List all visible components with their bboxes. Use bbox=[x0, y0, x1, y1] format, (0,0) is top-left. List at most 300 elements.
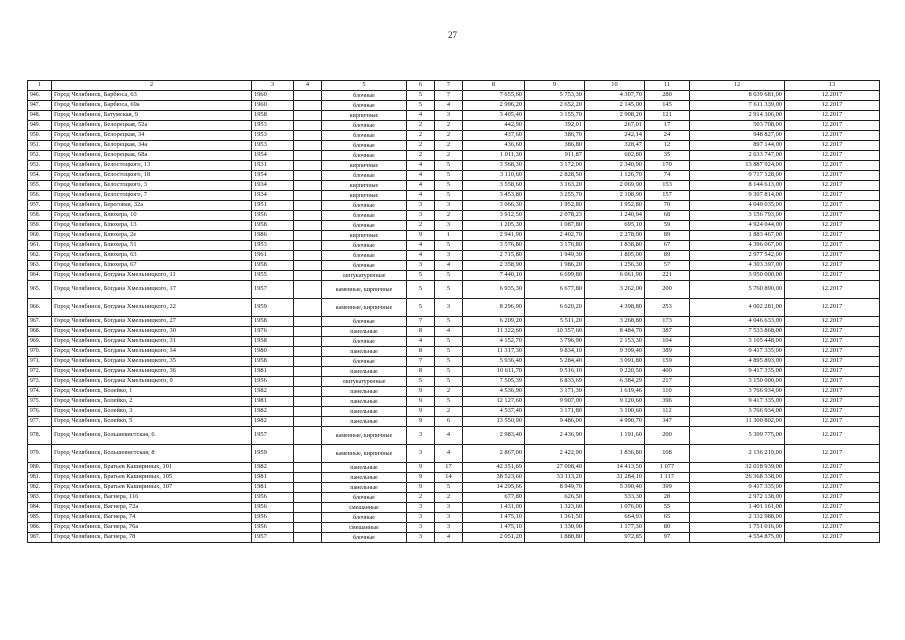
premises-area-cell: 6 833,69 bbox=[525, 377, 585, 387]
deadline-cell: 12.2017 bbox=[785, 91, 880, 101]
year-built-cell: 1934 bbox=[252, 181, 294, 191]
row-number-cell: 961. bbox=[28, 241, 52, 251]
year-built-cell: 1956 bbox=[252, 211, 294, 221]
residential-area-cell: 3 268,80 bbox=[585, 317, 645, 327]
column-number-cell: 13 bbox=[785, 81, 880, 91]
residents-cell: 396 bbox=[645, 397, 690, 407]
wall-material-cell: блочные bbox=[322, 91, 407, 101]
repair-cost-cell: 2 914 306,00 bbox=[690, 111, 785, 121]
column-number-cell: 6 bbox=[407, 81, 435, 91]
repair-cost-cell: 4 924 044,00 bbox=[690, 221, 785, 231]
year-built-cell: 1982 bbox=[252, 407, 294, 417]
row-number-cell: 962. bbox=[28, 251, 52, 261]
blank-cell bbox=[294, 347, 322, 357]
wall-material-cell: кирпичные bbox=[322, 161, 407, 171]
table-row bbox=[28, 271, 880, 281]
address-cell: Город Челябинск, Богдана Хмельницкого, 17 bbox=[52, 281, 252, 299]
deadline-cell: 12.2017 bbox=[785, 101, 880, 111]
entrances-cell: 5 bbox=[435, 281, 463, 299]
row-number-cell: 973. bbox=[28, 377, 52, 387]
residential-area-cell: 14 413,50 bbox=[585, 463, 645, 473]
address-cell: Город Челябинск, Барбюса, 63 bbox=[52, 91, 252, 101]
row-number-cell: 980. bbox=[28, 463, 52, 473]
address-cell: Город Челябинск, Блюхера, 51 bbox=[52, 241, 252, 251]
residential-area-cell: 2 278,00 bbox=[585, 231, 645, 241]
row-number-cell: 975. bbox=[28, 397, 52, 407]
repair-cost-cell: 8 144 613,00 bbox=[690, 181, 785, 191]
residents-cell: 153 bbox=[645, 181, 690, 191]
entrances-cell: 3 bbox=[435, 111, 463, 121]
year-built-cell: 1954 bbox=[252, 171, 294, 181]
column-number-cell: 12 bbox=[690, 81, 785, 91]
residential-area-cell: 1 076,00 bbox=[585, 503, 645, 513]
address-cell: Город Челябинск, Барбюса, 69а bbox=[52, 101, 252, 111]
wall-material-cell: смешанные bbox=[322, 523, 407, 533]
total-area-cell: 3 405,40 bbox=[463, 111, 525, 121]
blank-cell bbox=[294, 151, 322, 161]
entrances-cell: 5 bbox=[435, 337, 463, 347]
premises-area-cell: 6 620,20 bbox=[525, 299, 585, 317]
premises-area-cell: 392,01 bbox=[525, 121, 585, 131]
address-cell: Город Челябинск, Белостоцкого, 18 bbox=[52, 171, 252, 181]
wall-material-cell: кирпичные bbox=[322, 111, 407, 121]
entrances-cell: 2 bbox=[435, 493, 463, 503]
entrances-cell: 4 bbox=[435, 101, 463, 111]
residents-cell: 1 077 bbox=[645, 463, 690, 473]
table-row bbox=[28, 377, 880, 387]
blank-cell bbox=[294, 121, 322, 131]
total-area-cell: 6 935,30 bbox=[463, 281, 525, 299]
blank-cell bbox=[294, 241, 322, 251]
deadline-cell: 12.2017 bbox=[785, 111, 880, 121]
address-cell: Город Челябинск, Блюхера, 10 bbox=[52, 211, 252, 221]
row-number-cell: 972. bbox=[28, 367, 52, 377]
year-built-cell: 1958 bbox=[252, 111, 294, 121]
floors-cell: 2 bbox=[407, 121, 435, 131]
column-number-cell: 11 bbox=[645, 81, 690, 91]
residential-area-cell: 2 108,90 bbox=[585, 191, 645, 201]
floors-cell: 9 bbox=[407, 463, 435, 473]
residential-area-cell: 1 619,46 bbox=[585, 387, 645, 397]
entrances-cell: 4 bbox=[435, 327, 463, 337]
deadline-cell: 12.2017 bbox=[785, 151, 880, 161]
residential-area-cell: 2 153,30 bbox=[585, 337, 645, 347]
year-built-cell: 1953 bbox=[252, 141, 294, 151]
total-area-cell: 1 011,30 bbox=[463, 151, 525, 161]
residential-area-cell: 1 191,60 bbox=[585, 427, 645, 445]
row-number-cell: 974. bbox=[28, 387, 52, 397]
table-row bbox=[28, 211, 880, 221]
entrances-cell: 17 bbox=[435, 463, 463, 473]
deadline-cell: 12.2017 bbox=[785, 367, 880, 377]
address-cell: Город Челябинск, Белорецкая, 52а bbox=[52, 121, 252, 131]
floors-cell: 3 bbox=[407, 261, 435, 271]
residents-cell: 400 bbox=[645, 367, 690, 377]
floors-cell: 9 bbox=[407, 473, 435, 483]
residents-cell: 145 bbox=[645, 101, 690, 111]
row-number-cell: 969. bbox=[28, 337, 52, 347]
premises-area-cell: 2 422,90 bbox=[525, 445, 585, 463]
premises-area-cell: 27 008,40 bbox=[525, 463, 585, 473]
residents-cell: 112 bbox=[645, 407, 690, 417]
deadline-cell: 12.2017 bbox=[785, 299, 880, 317]
total-area-cell: 12 127,60 bbox=[463, 397, 525, 407]
deadline-cell: 12.2017 bbox=[785, 231, 880, 241]
wall-material-cell: блочные bbox=[322, 317, 407, 327]
wall-material-cell: блочные bbox=[322, 171, 407, 181]
row-number-cell: 953. bbox=[28, 161, 52, 171]
year-built-cell: 1957 bbox=[252, 281, 294, 299]
table-row bbox=[28, 337, 880, 347]
blank-cell bbox=[294, 427, 322, 445]
address-cell: Город Челябинск, Богдана Хмельницкого, 36 bbox=[52, 367, 252, 377]
premises-area-cell: 5 284,40 bbox=[525, 357, 585, 367]
deadline-cell: 12.2017 bbox=[785, 271, 880, 281]
row-number-cell: 946. bbox=[28, 91, 52, 101]
residential-area-cell: 2 069,90 bbox=[585, 181, 645, 191]
entrances-cell: 5 bbox=[435, 317, 463, 327]
entrances-cell: 5 bbox=[435, 191, 463, 201]
residents-cell: 97 bbox=[645, 533, 690, 543]
floors-cell: 4 bbox=[407, 111, 435, 121]
year-built-cell: 1960 bbox=[252, 101, 294, 111]
year-built-cell: 1981 bbox=[252, 367, 294, 377]
deadline-cell: 12.2017 bbox=[785, 387, 880, 397]
address-cell: Город Челябинск, Вагнера, 72а bbox=[52, 503, 252, 513]
table-row bbox=[28, 463, 880, 473]
total-area-cell: 2 941,90 bbox=[463, 231, 525, 241]
wall-material-cell: панельные bbox=[322, 407, 407, 417]
wall-material-cell: каменные, кирпичные bbox=[322, 445, 407, 463]
floors-cell: 9 bbox=[407, 417, 435, 427]
deadline-cell: 12.2017 bbox=[785, 317, 880, 327]
blank-cell bbox=[294, 299, 322, 317]
wall-material-cell: каменные, кирпичные bbox=[322, 299, 407, 317]
total-area-cell: 5 936,40 bbox=[463, 357, 525, 367]
repair-cost-cell: 4 895 893,00 bbox=[690, 357, 785, 367]
blank-cell bbox=[294, 417, 322, 427]
address-cell: Город Челябинск, Богдана Хмельницкого, 27 bbox=[52, 317, 252, 327]
blank-cell bbox=[294, 337, 322, 347]
table-row bbox=[28, 417, 880, 427]
total-area-cell: 6 209,20 bbox=[463, 317, 525, 327]
row-number-cell: 947. bbox=[28, 101, 52, 111]
table-row bbox=[28, 523, 880, 533]
entrances-cell: 4 bbox=[435, 427, 463, 445]
address-cell: Город Челябинск, Береговая, 32а bbox=[52, 201, 252, 211]
total-area-cell: 1 431,00 bbox=[463, 503, 525, 513]
total-area-cell: 2 996,20 bbox=[463, 101, 525, 111]
year-built-cell: 1955 bbox=[252, 271, 294, 281]
wall-material-cell: оштукатуренные bbox=[322, 271, 407, 281]
floors-cell: 2 bbox=[407, 151, 435, 161]
premises-area-cell: 3 163,20 bbox=[525, 181, 585, 191]
repair-cost-cell: 4 303 397,00 bbox=[690, 261, 785, 271]
blank-cell bbox=[294, 483, 322, 493]
floors-cell: 8 bbox=[407, 367, 435, 377]
floors-cell: 2 bbox=[407, 221, 435, 231]
row-number-cell: 982. bbox=[28, 483, 52, 493]
residents-cell: 399 bbox=[645, 483, 690, 493]
residents-cell: 80 bbox=[645, 523, 690, 533]
residential-area-cell: 1 126,70 bbox=[585, 171, 645, 181]
wall-material-cell: кирпичные bbox=[322, 191, 407, 201]
floors-cell: 9 bbox=[407, 407, 435, 417]
column-number-cell: 10 bbox=[585, 81, 645, 91]
wall-material-cell: смешанные bbox=[322, 503, 407, 513]
row-number-cell: 979. bbox=[28, 445, 52, 463]
address-cell: Город Челябинск, Богдана Хмельницкого, 34 bbox=[52, 347, 252, 357]
entrances-cell: 2 bbox=[435, 121, 463, 131]
table-row bbox=[28, 121, 880, 131]
wall-material-cell: кирпичные bbox=[322, 231, 407, 241]
table-row bbox=[28, 151, 880, 161]
floors-cell: 2 bbox=[407, 493, 435, 503]
table-row bbox=[28, 231, 880, 241]
table-row bbox=[28, 367, 880, 377]
floors-cell: 9 bbox=[407, 483, 435, 493]
year-built-cell: 1956 bbox=[252, 377, 294, 387]
residents-cell: 68 bbox=[645, 211, 690, 221]
residential-area-cell: 972,85 bbox=[585, 533, 645, 543]
repair-cost-cell: 9 417 335,00 bbox=[690, 347, 785, 357]
row-number-cell: 976. bbox=[28, 407, 52, 417]
column-number-cell: 7 bbox=[435, 81, 463, 91]
total-area-cell: 11 322,60 bbox=[463, 327, 525, 337]
wall-material-cell: панельные bbox=[322, 483, 407, 493]
deadline-cell: 12.2017 bbox=[785, 191, 880, 201]
year-built-cell: 1957 bbox=[252, 427, 294, 445]
row-number-cell: 958. bbox=[28, 211, 52, 221]
floors-cell: 9 bbox=[407, 387, 435, 397]
blank-cell bbox=[294, 181, 322, 191]
blank-cell bbox=[294, 523, 322, 533]
table-row bbox=[28, 493, 880, 503]
residents-cell: 347 bbox=[645, 417, 690, 427]
premises-area-cell: 1 361,50 bbox=[525, 513, 585, 523]
total-area-cell: 3 576,80 bbox=[463, 241, 525, 251]
floors-cell: 5 bbox=[407, 271, 435, 281]
entrances-cell: 1 bbox=[435, 231, 463, 241]
deadline-cell: 12.2017 bbox=[785, 161, 880, 171]
deadline-cell: 12.2017 bbox=[785, 513, 880, 523]
blank-cell bbox=[294, 357, 322, 367]
residential-area-cell: 9 120,60 bbox=[585, 397, 645, 407]
deadline-cell: 12.2017 bbox=[785, 261, 880, 271]
table-row bbox=[28, 503, 880, 513]
premises-area-cell: 9 486,00 bbox=[525, 417, 585, 427]
repair-cost-cell: 1 883 467,00 bbox=[690, 231, 785, 241]
repair-cost-cell: 3 156 793,00 bbox=[690, 211, 785, 221]
total-area-cell: 1 475,10 bbox=[463, 523, 525, 533]
table-row bbox=[28, 317, 880, 327]
residents-cell: 159 bbox=[645, 357, 690, 367]
residential-area-cell: 1 836,80 bbox=[585, 445, 645, 463]
blank-cell bbox=[294, 231, 322, 241]
entrances-cell: 2 bbox=[435, 141, 463, 151]
residents-cell: 200 bbox=[645, 281, 690, 299]
table-row bbox=[28, 161, 880, 171]
residents-cell: 389 bbox=[645, 347, 690, 357]
residents-cell: 70 bbox=[645, 201, 690, 211]
deadline-cell: 12.2017 bbox=[785, 463, 880, 473]
premises-area-cell: 9 516,10 bbox=[525, 367, 585, 377]
row-number-cell: 985. bbox=[28, 513, 52, 523]
row-number-cell: 957. bbox=[28, 201, 52, 211]
table-row bbox=[28, 241, 880, 251]
deadline-cell: 12.2017 bbox=[785, 181, 880, 191]
blank-cell bbox=[294, 317, 322, 327]
column-number-row bbox=[28, 81, 880, 91]
row-number-cell: 968. bbox=[28, 327, 52, 337]
premises-area-cell: 5 753,30 bbox=[525, 91, 585, 101]
premises-area-cell: 3 155,70 bbox=[525, 111, 585, 121]
year-built-cell: 1931 bbox=[252, 161, 294, 171]
premises-area-cell: 3 171,30 bbox=[525, 387, 585, 397]
repair-cost-cell: 3 105 448,00 bbox=[690, 337, 785, 347]
blank-cell bbox=[294, 191, 322, 201]
table-row bbox=[28, 327, 880, 337]
repair-cost-cell: 2 977 542,00 bbox=[690, 251, 785, 261]
floors-cell: 4 bbox=[407, 181, 435, 191]
row-number-cell: 965. bbox=[28, 281, 52, 299]
deadline-cell: 12.2017 bbox=[785, 327, 880, 337]
table-row bbox=[28, 111, 880, 121]
residential-area-cell: 3 100,60 bbox=[585, 407, 645, 417]
total-area-cell: 3 066,30 bbox=[463, 201, 525, 211]
address-cell: Город Челябинск, Белостоцкого, 13 bbox=[52, 161, 252, 171]
total-area-cell: 3 110,60 bbox=[463, 171, 525, 181]
premises-area-cell: 1 986,20 bbox=[525, 261, 585, 271]
floors-cell: 5 bbox=[407, 101, 435, 111]
row-number-cell: 971. bbox=[28, 357, 52, 367]
wall-material-cell: панельные bbox=[322, 387, 407, 397]
floors-cell: 3 bbox=[407, 201, 435, 211]
table-row bbox=[28, 397, 880, 407]
address-cell: Город Челябинск, Большевистская, 6 bbox=[52, 427, 252, 445]
year-built-cell: 1956 bbox=[252, 513, 294, 523]
year-built-cell: 1953 bbox=[252, 241, 294, 251]
table-row bbox=[28, 281, 880, 299]
floors-cell: 9 bbox=[407, 231, 435, 241]
year-built-cell: 1951 bbox=[252, 201, 294, 211]
deadline-cell: 12.2017 bbox=[785, 533, 880, 543]
total-area-cell: 1 205,30 bbox=[463, 221, 525, 231]
row-number-cell: 977. bbox=[28, 417, 52, 427]
floors-cell: 4 bbox=[407, 191, 435, 201]
deadline-cell: 12.2017 bbox=[785, 251, 880, 261]
residents-cell: 89 bbox=[645, 251, 690, 261]
total-area-cell: 42 351,69 bbox=[463, 463, 525, 473]
total-area-cell: 2 358,90 bbox=[463, 261, 525, 271]
address-cell: Город Челябинск, Болейко, 2 bbox=[52, 397, 252, 407]
wall-material-cell: каменные, кирпичные bbox=[322, 281, 407, 299]
row-number-cell: 960. bbox=[28, 231, 52, 241]
address-cell: Город Челябинск, Болейко, 3 bbox=[52, 407, 252, 417]
year-built-cell: 1958 bbox=[252, 337, 294, 347]
deadline-cell: 12.2017 bbox=[785, 483, 880, 493]
premises-area-cell: 1 323,60 bbox=[525, 503, 585, 513]
blank-cell bbox=[294, 377, 322, 387]
entrances-cell: 2 bbox=[435, 387, 463, 397]
total-area-cell: 7 505,39 bbox=[463, 377, 525, 387]
address-cell: Город Челябинск, Братьев Кашириных, 107 bbox=[52, 483, 252, 493]
floors-cell: 3 bbox=[407, 445, 435, 463]
table-row bbox=[28, 357, 880, 367]
residential-area-cell: 4 307,70 bbox=[585, 91, 645, 101]
blank-cell bbox=[294, 221, 322, 231]
row-number-cell: 959. bbox=[28, 221, 52, 231]
address-cell: Город Челябинск, Богдана Хмельницкого, 31 bbox=[52, 337, 252, 347]
floors-cell: 3 bbox=[407, 533, 435, 543]
residential-area-cell: 9 399,40 bbox=[585, 347, 645, 357]
blank-cell bbox=[294, 251, 322, 261]
deadline-cell: 12.2017 bbox=[785, 397, 880, 407]
total-area-cell: 442,90 bbox=[463, 121, 525, 131]
residents-cell: 280 bbox=[645, 91, 690, 101]
row-number-cell: 967. bbox=[28, 317, 52, 327]
premises-area-cell: 1 952,80 bbox=[525, 201, 585, 211]
address-cell: Город Челябинск, Белорецкая, 34а bbox=[52, 141, 252, 151]
total-area-cell: 38 523,60 bbox=[463, 473, 525, 483]
blank-cell bbox=[294, 161, 322, 171]
wall-material-cell: блочные bbox=[322, 211, 407, 221]
residential-area-cell: 1 177,30 bbox=[585, 523, 645, 533]
residents-cell: 200 bbox=[645, 427, 690, 445]
residential-area-cell: 267,01 bbox=[585, 121, 645, 131]
blank-cell bbox=[294, 201, 322, 211]
row-number-cell: 984. bbox=[28, 503, 52, 513]
table-row bbox=[28, 131, 880, 141]
table-row bbox=[28, 91, 880, 101]
repair-cost-cell: 4 396 067,00 bbox=[690, 241, 785, 251]
total-area-cell: 4 152,70 bbox=[463, 337, 525, 347]
repair-cost-cell: 9 417 335,00 bbox=[690, 367, 785, 377]
year-built-cell: 1982 bbox=[252, 387, 294, 397]
floors-cell: 8 bbox=[407, 327, 435, 337]
residential-area-cell: 5 390,40 bbox=[585, 483, 645, 493]
table-row bbox=[28, 513, 880, 523]
repair-cost-cell: 4 049 035,00 bbox=[690, 201, 785, 211]
residents-cell: 67 bbox=[645, 241, 690, 251]
residents-cell: 74 bbox=[645, 171, 690, 181]
wall-material-cell: блочные bbox=[322, 251, 407, 261]
total-area-cell: 3 568,30 bbox=[463, 161, 525, 171]
repair-cost-cell: 897 144,00 bbox=[690, 141, 785, 151]
total-area-cell: 436,60 bbox=[463, 141, 525, 151]
floors-cell: 3 bbox=[407, 523, 435, 533]
deadline-cell: 12.2017 bbox=[785, 221, 880, 231]
entrances-cell: 4 bbox=[435, 261, 463, 271]
year-built-cell: 1956 bbox=[252, 493, 294, 503]
floors-cell: 7 bbox=[407, 317, 435, 327]
repair-cost-cell: 9 417 335,00 bbox=[690, 483, 785, 493]
wall-material-cell: блочные bbox=[322, 141, 407, 151]
table-row bbox=[28, 251, 880, 261]
total-area-cell: 2 983,40 bbox=[463, 427, 525, 445]
repair-cost-cell: 2 633 747,00 bbox=[690, 151, 785, 161]
premises-area-cell: 386,70 bbox=[525, 131, 585, 141]
total-area-cell: 14 295,66 bbox=[463, 483, 525, 493]
blank-cell bbox=[294, 407, 322, 417]
total-area-cell: 11 317,30 bbox=[463, 347, 525, 357]
column-number-cell: 9 bbox=[525, 81, 585, 91]
floors-cell: 3 bbox=[407, 503, 435, 513]
residential-area-cell: 1 838,80 bbox=[585, 241, 645, 251]
repair-cost-cell: 32 018 939,00 bbox=[690, 463, 785, 473]
deadline-cell: 12.2017 bbox=[785, 357, 880, 367]
row-number-cell: 966. bbox=[28, 299, 52, 317]
